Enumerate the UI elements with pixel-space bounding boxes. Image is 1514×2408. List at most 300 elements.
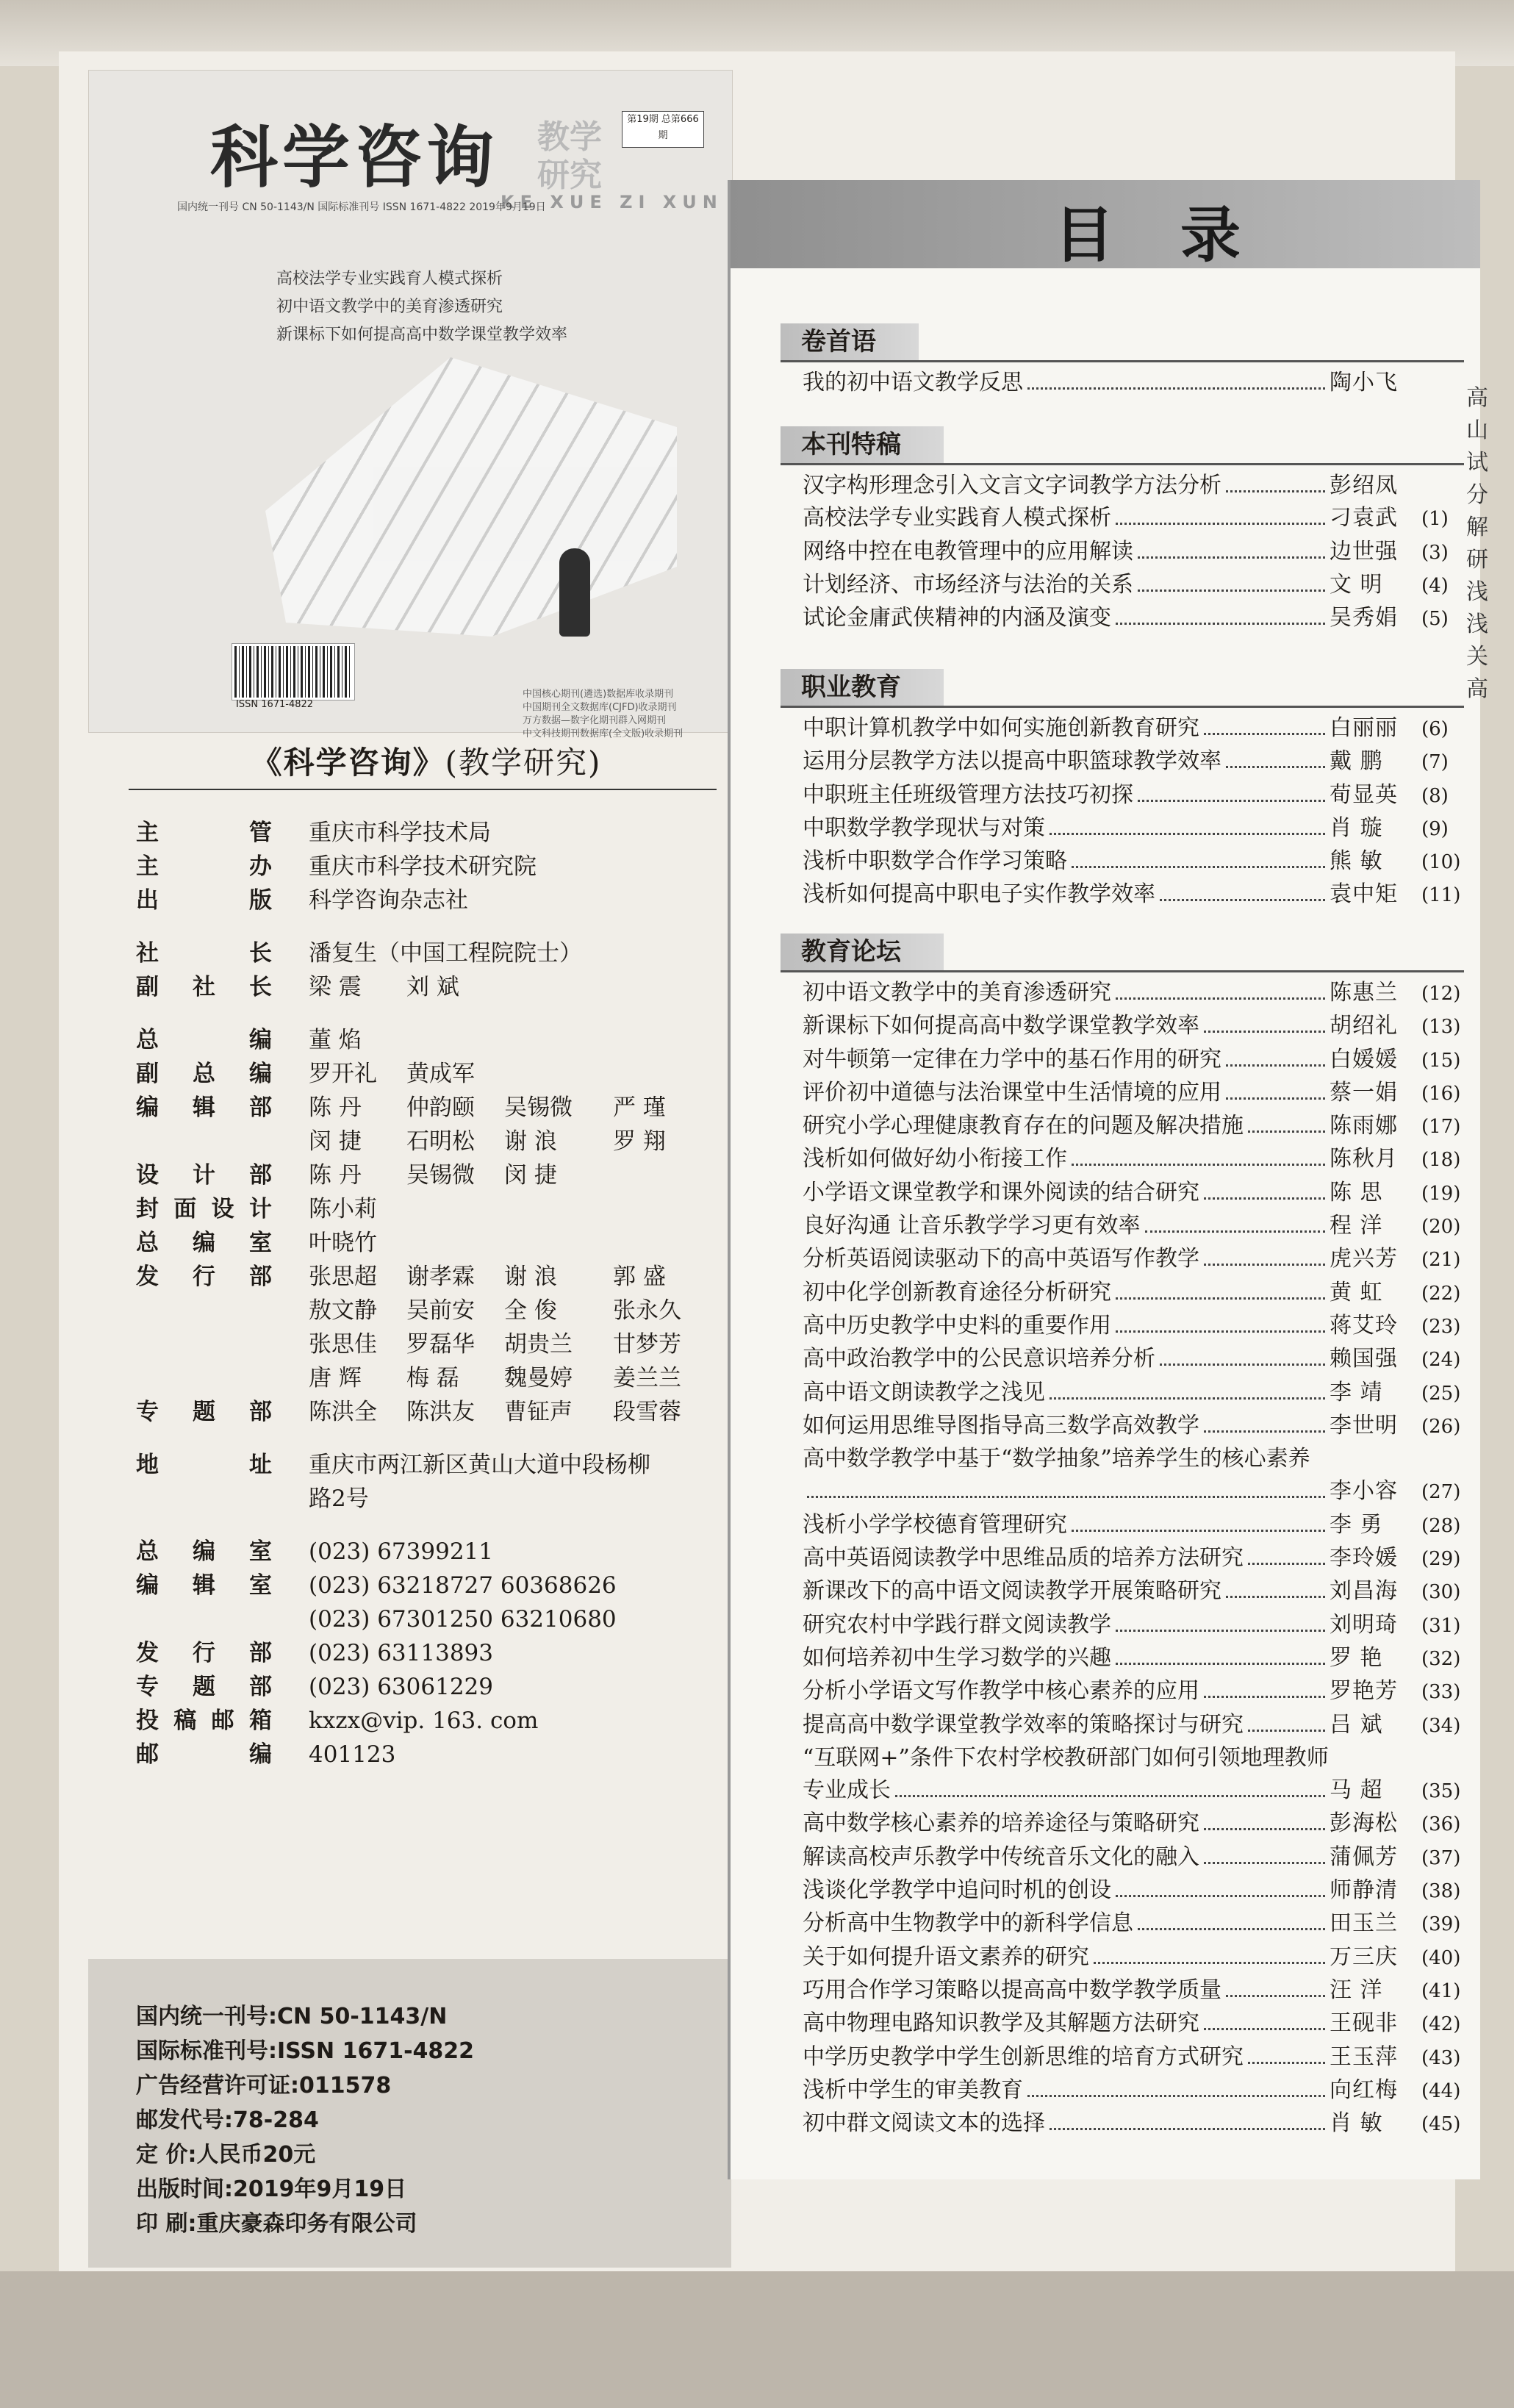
toc-entry[interactable] (803, 1210, 1464, 1243)
next-page-char: 浅 (1466, 612, 1488, 637)
cover-seal: 中文科技期刊数据库(全文版)收录期刊 (523, 728, 684, 739)
toc-entry[interactable] (803, 1709, 1464, 1742)
masthead-label: 副社长 (136, 974, 272, 1000)
toc-entry-author: 王玉萍 (1330, 2043, 1398, 2070)
toc-section-title: 教育论坛 (781, 934, 944, 970)
toc-entry[interactable] (803, 1410, 1464, 1443)
toc-entry-title: 浅析中职数学合作学习策略 (803, 848, 1067, 875)
toc-entry-author: 万三庆 (1330, 1943, 1398, 1970)
masthead-name: 胡贵兰 (504, 1331, 573, 1358)
toc-entry[interactable] (803, 1742, 1464, 1808)
toc-entry-page: (45) (1421, 2113, 1461, 2136)
toc-entry-author: 吴秀娟 (1330, 605, 1398, 631)
toc-entry[interactable] (803, 1110, 1464, 1143)
masthead-label: 邮编 (136, 1741, 272, 1768)
toc-leader-dots (1248, 1130, 1325, 1133)
masthead-name: 曹钲声 (504, 1399, 573, 1425)
toc-entry[interactable] (803, 1907, 1464, 1941)
toc-entry-author: 罗艳芳 (1330, 1678, 1398, 1705)
toc-entry-page: (42) (1421, 2013, 1461, 2036)
toc-leader-dots (1248, 1563, 1325, 1565)
masthead-values (309, 1091, 717, 1158)
toc-entry-author: 彭海松 (1330, 1810, 1398, 1837)
toc-entry-title: 计划经济、市场经济与法治的关系 (803, 571, 1133, 598)
toc-entry-author: 汪 洋 (1330, 1977, 1383, 2003)
masthead-name: 梁 震 (309, 974, 362, 1000)
masthead-value: (023) 63113893 (309, 1640, 493, 1666)
toc-entry[interactable] (803, 878, 1464, 911)
toc-entry[interactable] (803, 1077, 1464, 1110)
toc-leader-dots (1204, 1828, 1325, 1830)
masthead-name: 罗磊华 (406, 1331, 475, 1358)
toc-entry-page: (11) (1421, 884, 1461, 907)
masthead-values (309, 936, 717, 970)
toc-entry[interactable] (803, 1609, 1464, 1642)
toc-entry-author: 陈 思 (1330, 1179, 1383, 1205)
toc-entry[interactable] (803, 536, 1464, 569)
toc-entry[interactable] (803, 2107, 1464, 2140)
masthead-label: 编辑室 (136, 1572, 272, 1599)
masthead-row (136, 1535, 717, 1569)
toc-leader-dots (1050, 833, 1325, 835)
toc-leader-dots (1204, 733, 1325, 735)
masthead-name: 罗 翔 (613, 1128, 666, 1155)
toc-entry-title: 研究小学心理健康教育存在的问题及解决措施 (803, 1113, 1244, 1139)
toc-entry[interactable] (803, 1509, 1464, 1542)
toc-entry-author: 胡绍礼 (1330, 1013, 1398, 1039)
masthead-values (309, 1448, 717, 1516)
toc-entry-title: 汉字构形理念引入文言文字词教学方法分析 (803, 473, 1221, 498)
next-page-char: 解 (1466, 515, 1488, 540)
toc-entry-author: 陶小飞 (1330, 370, 1398, 395)
masthead-name: 谢 浪 (504, 1264, 557, 1290)
masthead-value: 重庆市科学技术研究院 (309, 853, 537, 880)
toc-entry-list (803, 470, 1464, 635)
toc-entry[interactable] (803, 2007, 1464, 2040)
masthead-values (309, 1226, 717, 1260)
toc-entry-page: (44) (1421, 2079, 1461, 2102)
toc-entry-title: 浅析中学生的审美教育 (803, 2076, 1023, 2103)
cover-seal: 中国核心期刊(遴选)数据库收录期刊 (523, 689, 674, 700)
cover-headline: 高校法学专业实践育人模式探析 (276, 270, 503, 288)
toc-entry-title: 高中物理电路知识教学及其解题方法研究 (803, 2010, 1199, 2037)
toc-leader-dots (1226, 490, 1325, 492)
toc-entry-author: 陈惠兰 (1330, 980, 1398, 1006)
toc-entry-page: (6) (1421, 718, 1449, 740)
toc-entry[interactable] (803, 569, 1464, 602)
toc-section-title: 本刊特稿 (781, 426, 944, 463)
masthead-name: 唐 辉 (309, 1365, 362, 1391)
masthead-row (136, 1192, 717, 1226)
cover-seal: 中国期刊全文数据库(CJFD)收录期刊 (523, 702, 677, 713)
info-printer: 印 刷:重庆豪森印务有限公司 (136, 2211, 417, 2237)
cover-logo: 科学咨询 (210, 118, 499, 197)
toc-entry[interactable] (803, 1143, 1464, 1176)
masthead-name: 石明松 (406, 1128, 475, 1155)
toc-entry-page: (3) (1421, 541, 1449, 564)
toc-entry-page: (9) (1421, 817, 1449, 840)
toc-section-rule (781, 360, 1464, 362)
toc-entry-author: 师静清 (1330, 1877, 1398, 1904)
masthead-row (136, 1395, 717, 1429)
masthead-label: 封面设计 (136, 1196, 272, 1222)
masthead-row (136, 1023, 717, 1057)
toc-entry[interactable] (803, 1177, 1464, 1210)
toc-entry-author: 彭绍凤 (1330, 473, 1398, 498)
toc-entry-author: 黄 虹 (1330, 1279, 1383, 1305)
toc-leader-dots (1027, 2095, 1325, 2097)
toc-entry-title: 浅析小学学校德育管理研究 (803, 1511, 1067, 1538)
toc-section-title: 卷首语 (781, 323, 919, 360)
masthead-values (309, 970, 717, 1004)
toc-entry-list (803, 367, 1464, 399)
next-page-char: 研 (1466, 547, 1488, 573)
masthead-values (309, 816, 717, 850)
masthead-values (309, 1192, 717, 1226)
toc-section (803, 934, 1464, 2140)
toc-entry-title: 浅谈化学教学中追问时机的创设 (803, 1877, 1111, 1904)
toc-entry-title: 分析小学语文写作教学中核心素养的应用 (803, 1678, 1199, 1705)
toc-entry-page: (37) (1421, 1846, 1461, 1869)
toc-entry-page: (34) (1421, 1714, 1461, 1737)
toc-entry[interactable] (803, 1542, 1464, 1575)
toc-entry-title: 中职班主任班级管理方法技巧初探 (803, 781, 1133, 808)
toc-entry-title: 分析高中生物教学中的新科学信息 (803, 1910, 1133, 1937)
masthead-value: 陈小莉 (309, 1196, 377, 1222)
masthead-name: 吴锡微 (504, 1094, 573, 1121)
masthead-row (136, 884, 717, 917)
toc-leader-dots (1094, 1962, 1325, 1964)
masthead-value: 叶晓竹 (309, 1230, 377, 1256)
toc-header (731, 180, 1480, 268)
masthead-label: 主管 (136, 820, 272, 846)
toc-entry-author: 程 洋 (1330, 1213, 1383, 1239)
toc-entry[interactable] (803, 977, 1464, 1010)
toc-entry-title: 运用分层教学方法以提高中职篮球教学效率 (803, 748, 1221, 775)
masthead-row (136, 816, 717, 850)
toc-entry[interactable] (803, 1807, 1464, 1841)
masthead-label: 总编 (136, 1027, 272, 1053)
masthead-value: (023) 67399211 (309, 1538, 493, 1565)
toc-entry[interactable] (803, 1277, 1464, 1310)
toc-entry-page: (40) (1421, 1946, 1461, 1969)
toc-entry[interactable] (803, 1443, 1464, 1509)
toc-leader-dots (1248, 2062, 1325, 2064)
cover-info-line: 国内统一刊号 CN 50-1143/N 国际标准刊号 ISSN 1671-4822 2019年9月19日 (177, 201, 546, 213)
toc-entry-page: (8) (1421, 784, 1449, 807)
toc-entry[interactable] (803, 812, 1464, 845)
toc-entry[interactable] (803, 745, 1464, 778)
masthead-name: 陈洪全 (309, 1399, 377, 1425)
toc-entry-page: (24) (1421, 1349, 1461, 1372)
toc-entry-title: 初中语文教学中的美育渗透研究 (803, 980, 1111, 1006)
masthead-name: 魏曼婷 (504, 1365, 573, 1391)
masthead-label: 社长 (136, 940, 272, 967)
toc-entry-page: (19) (1421, 1182, 1461, 1205)
toc-entry-page: (10) (1421, 851, 1461, 874)
masthead-name: 陈 丹 (309, 1094, 362, 1121)
toc-entry-author: 袁中矩 (1330, 881, 1398, 908)
masthead-name: 甘梦芳 (613, 1331, 681, 1358)
toc-entry-page: (32) (1421, 1647, 1461, 1670)
toc-entry-page: (13) (1421, 1016, 1461, 1039)
toc-entry[interactable] (803, 712, 1464, 745)
magazine-title-sub: (教学研究) (445, 745, 602, 781)
masthead-row (136, 970, 717, 1004)
toc-section (803, 669, 1464, 912)
toc-section (803, 323, 1464, 399)
toc-entry[interactable] (803, 1243, 1464, 1276)
toc-leader-dots (1160, 1364, 1325, 1366)
toc-entry-author: 陈雨娜 (1330, 1113, 1398, 1139)
toc-entry-page: (22) (1421, 1282, 1461, 1305)
toc-entry[interactable] (803, 502, 1464, 535)
toc-entry-author: 肖 敏 (1330, 2110, 1383, 2137)
barcode-icon (232, 644, 354, 700)
masthead-name: 黄成军 (406, 1061, 475, 1087)
cover-seal: 万方数据—数字化期刊群入网期刊 (523, 715, 667, 726)
masthead-values (309, 1670, 717, 1704)
toc-leader-dots (1116, 523, 1325, 525)
toc-entry-page: (30) (1421, 1581, 1461, 1604)
toc-entry-title: “互联网+”条件下农村学校教研部门如何引领地理教师 (803, 1744, 1329, 1771)
masthead-name: 闵 捷 (309, 1128, 362, 1155)
masthead-row (136, 1226, 717, 1260)
toc-entry-title: 浅析如何做好幼小衔接工作 (803, 1146, 1067, 1172)
toc-entry-page: (35) (1421, 1780, 1461, 1803)
toc-leader-dots (1116, 1297, 1325, 1300)
toc-entry-author: 赖国强 (1330, 1346, 1398, 1372)
toc-entry[interactable] (803, 1642, 1464, 1675)
toc-leader-dots (1116, 623, 1325, 625)
masthead-value: 董 焰 (309, 1027, 362, 1053)
masthead-name: 张永久 (613, 1297, 681, 1324)
info-price: 定 价:人民币20元 (136, 2142, 316, 2168)
toc-entry-title: 良好沟通 让音乐教学学习更有效率 (803, 1213, 1141, 1239)
title-divider (129, 789, 717, 790)
toc-entry-author: 李 勇 (1330, 1511, 1383, 1538)
masthead-row (136, 1057, 717, 1091)
toc-entry[interactable] (803, 1941, 1464, 1974)
masthead-value: 重庆市科学技术局 (309, 820, 491, 846)
toc-entry-page: (1) (1421, 508, 1449, 531)
cover-headlines (276, 265, 567, 349)
toc-leader-dots (1138, 590, 1325, 592)
toc-leader-dots (1226, 1064, 1325, 1067)
info-issn: 国际标准刊号:ISSN 1671-4822 (136, 2038, 475, 2064)
toc-entry-title: 高中数学教学中基于“数学抽象”培养学生的核心素养 (803, 1446, 1310, 1472)
masthead-label: 总编室 (136, 1538, 272, 1565)
masthead (136, 816, 717, 1771)
toc-entry-title-continued: 专业成长 (803, 1777, 891, 1804)
toc-entry-page: (17) (1421, 1116, 1461, 1139)
toc-section-rule (781, 463, 1464, 465)
toc-leader-dots (807, 1496, 1325, 1498)
masthead-gap (136, 1516, 717, 1535)
toc-entry[interactable] (803, 1044, 1464, 1077)
toc-leader-dots (1138, 556, 1325, 559)
toc-leader-dots (1226, 1097, 1325, 1100)
masthead-values (309, 1395, 717, 1429)
masthead-values (309, 850, 717, 884)
toc-entry[interactable] (803, 1010, 1464, 1043)
toc-entry-author: 刘昌海 (1330, 1578, 1398, 1605)
toc-entry-author: 肖 璇 (1330, 814, 1383, 841)
toc-leader-dots (1226, 1596, 1325, 1598)
toc-entry-page: (15) (1421, 1049, 1461, 1072)
toc-entry-author: 李 靖 (1330, 1379, 1383, 1405)
toc-entry-page: (41) (1421, 1979, 1461, 2002)
masthead-row (136, 1738, 717, 1771)
toc-entry[interactable] (803, 779, 1464, 812)
cover-issn: ISSN 1671-4822 (236, 699, 314, 710)
toc-entry-author: 虎兴芳 (1330, 1246, 1398, 1272)
toc-entry-title: 中职数学教学现状与对策 (803, 814, 1045, 841)
masthead-values (309, 1704, 717, 1738)
toc-entry[interactable] (803, 1575, 1464, 1608)
toc-heading: 目录 (1054, 201, 1307, 270)
toc-entry-author: 罗 艳 (1330, 1644, 1383, 1671)
toc-leader-dots (1116, 1895, 1325, 1897)
masthead-name: 吴锡微 (406, 1162, 475, 1189)
toc-leader-dots (1248, 1730, 1325, 1732)
toc-entry[interactable] (803, 1974, 1464, 2007)
toc-entry-author: 荀显英 (1330, 781, 1398, 808)
masthead-label: 出版 (136, 887, 272, 914)
toc-entry[interactable] (803, 470, 1464, 502)
next-page-char: 关 (1466, 644, 1488, 670)
masthead-name: 谢孝霖 (406, 1264, 475, 1290)
masthead-label: 副总编 (136, 1061, 272, 1087)
toc-entry-title: 如何培养初中生学习数学的兴趣 (803, 1644, 1111, 1671)
toc-entry-title: 高中英语阅读教学中思维品质的培养方法研究 (803, 1545, 1244, 1572)
toc-entry[interactable] (803, 845, 1464, 878)
toc-entry-title: 高中政治教学中的公民意识培养分析 (803, 1346, 1155, 1372)
toc-entry[interactable] (803, 1675, 1464, 1708)
toc-entry-title: 关于如何提升语文素养的研究 (803, 1943, 1089, 1970)
next-page-edge (1466, 382, 1510, 706)
cover-issue-badge: 第19期 总第666期 (622, 111, 704, 148)
masthead-label: 主办 (136, 853, 272, 880)
publication-info-box (88, 1959, 731, 2268)
cover-art-staircase (265, 357, 677, 637)
toc-leader-dots (1072, 866, 1325, 868)
toc-entry-page: (27) (1421, 1481, 1461, 1504)
masthead-name: 段雪蓉 (613, 1399, 681, 1425)
masthead-label: 设计部 (136, 1162, 272, 1189)
masthead-row (136, 1569, 717, 1636)
toc-entry-title: 小学语文课堂教学和课外阅读的结合研究 (803, 1179, 1199, 1205)
toc-entry-title: 初中群文阅读文本的选择 (803, 2110, 1045, 2137)
toc-entry-author: 陈秋月 (1330, 1146, 1398, 1172)
masthead-row (136, 1091, 717, 1158)
masthead-label: 发行部 (136, 1264, 272, 1290)
magazine-title-main: 《科学咨询》 (251, 745, 445, 781)
masthead-label: 地址 (136, 1452, 272, 1478)
masthead-values (309, 884, 717, 917)
toc-entry-page: (33) (1421, 1681, 1461, 1704)
toc-entry-title: 如何运用思维导图指导高三数学高效教学 (803, 1412, 1199, 1438)
masthead-row (136, 1636, 717, 1670)
toc-entry-page: (18) (1421, 1149, 1461, 1172)
toc-section-title: 职业教育 (781, 669, 944, 706)
toc-leader-dots (1204, 1862, 1325, 1864)
toc-entry-author: 马 超 (1330, 1777, 1383, 1804)
masthead-row (136, 1670, 717, 1704)
toc-leader-dots (895, 1795, 1325, 1797)
magazine-title (140, 739, 713, 783)
toc-entry-title: 浅析如何提高中职电子实作教学效率 (803, 881, 1155, 908)
masthead-value: kxzx@vip. 163. com (309, 1708, 539, 1734)
toc-entry-title: 新课改下的高中语文阅读教学开展策略研究 (803, 1578, 1221, 1605)
toc-entry[interactable] (803, 1310, 1464, 1343)
masthead-row (136, 1158, 717, 1192)
toc-entry-page: (28) (1421, 1514, 1461, 1537)
masthead-name: 陈洪友 (406, 1399, 475, 1425)
toc-entry-page: (5) (1421, 608, 1449, 631)
toc-entry-author: 李世明 (1330, 1412, 1398, 1438)
toc-entry-page: (12) (1421, 983, 1461, 1005)
toc-entry-page: (23) (1421, 1315, 1461, 1338)
info-publish-date: 出版时间:2019年9月19日 (136, 2176, 407, 2202)
info-ad-license: 广告经营许可证:011578 (136, 2073, 392, 2099)
masthead-name: 郭 盛 (613, 1264, 666, 1290)
toc-entry-page: (20) (1421, 1216, 1461, 1239)
toc-entry[interactable] (803, 2074, 1464, 2107)
toc-entry-title: 高校法学专业实践育人模式探析 (803, 505, 1111, 531)
toc-entry-page: (43) (1421, 2046, 1461, 2069)
masthead-name: 闵 捷 (504, 1162, 557, 1189)
toc-entry[interactable] (803, 1343, 1464, 1376)
toc-entry-title: 解读高校声乐教学中传统音乐文化的融入 (803, 1843, 1199, 1870)
toc-leader-dots (1072, 1164, 1325, 1166)
toc-entry-author: 边世强 (1330, 538, 1398, 565)
toc-entry[interactable] (803, 2041, 1464, 2074)
scan-shadow-bottom (0, 2271, 1514, 2408)
info-cn: 国内统一刊号:CN 50-1143/N (136, 2004, 448, 2029)
toc-entry-author: 熊 敏 (1330, 848, 1383, 875)
cover-headline: 初中语文教学中的美育渗透研究 (276, 298, 503, 316)
toc-entry-author: 文 明 (1330, 571, 1383, 598)
masthead-row (136, 1260, 717, 1395)
cover-person-figure (559, 548, 590, 637)
next-page-char: 高 (1466, 676, 1488, 702)
next-page-char: 高 (1466, 385, 1488, 411)
toc-leader-dots (1138, 1928, 1325, 1930)
toc-entry[interactable] (803, 1377, 1464, 1410)
toc-entry-page: (4) (1421, 574, 1449, 597)
masthead-values (309, 1260, 717, 1395)
toc-entry-author: 蒋艾玲 (1330, 1312, 1398, 1339)
toc-entry[interactable] (803, 1841, 1464, 1874)
toc-entry-author: 李小容 (1330, 1478, 1398, 1505)
toc-leader-dots (1204, 2028, 1325, 2030)
toc-leader-dots (1138, 800, 1325, 802)
toc-entry-page: (38) (1421, 1880, 1461, 1903)
toc-entry-author: 白媛媛 (1330, 1046, 1398, 1072)
toc-leader-dots (1116, 1663, 1325, 1665)
toc-leader-dots (1116, 997, 1325, 1000)
toc-entry[interactable] (803, 602, 1464, 635)
masthead-value: 潘复生（中国工程院院士） (309, 940, 582, 967)
masthead-name: 姜兰兰 (613, 1365, 681, 1391)
toc-entry[interactable] (803, 367, 1464, 399)
masthead-label: 发行部 (136, 1640, 272, 1666)
toc-entry[interactable] (803, 1874, 1464, 1907)
cover-headline: 新课标下如何提高高中数学课堂教学效率 (276, 326, 568, 344)
masthead-values (309, 1057, 717, 1091)
toc-entry-author: 刁袁武 (1330, 505, 1398, 531)
